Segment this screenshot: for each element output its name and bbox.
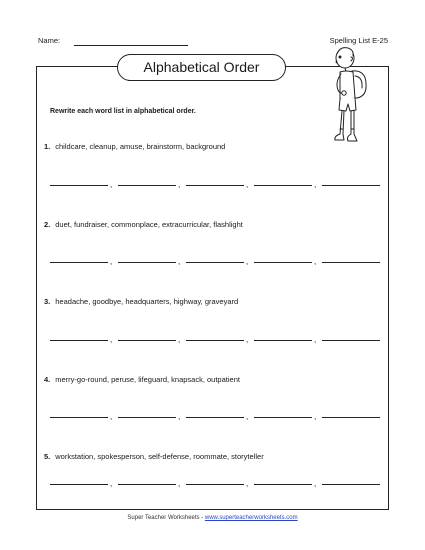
- answer-blank[interactable]: [50, 340, 108, 341]
- question-number: 3.: [44, 297, 51, 306]
- blank-separator: ,: [246, 479, 249, 488]
- answer-blank[interactable]: [186, 262, 244, 263]
- footer-text: Super Teacher Worksheets -: [127, 515, 205, 521]
- answer-blank[interactable]: [50, 262, 108, 263]
- answer-blank[interactable]: [186, 484, 244, 485]
- blank-separator: ,: [246, 257, 249, 266]
- question-number: 2.: [44, 220, 51, 229]
- answer-blank[interactable]: [254, 262, 312, 263]
- answer-blank[interactable]: [254, 185, 312, 186]
- blank-separator: ,: [178, 412, 181, 421]
- question-1: [44, 142, 225, 151]
- blank-separator: ,: [110, 412, 113, 421]
- blank-separator: ,: [314, 257, 317, 266]
- answer-blank[interactable]: [254, 417, 312, 418]
- answer-blank[interactable]: [322, 262, 380, 263]
- instructions-text: Rewrite each word list in alphabetical order.: [50, 108, 196, 115]
- answer-blank[interactable]: [322, 185, 380, 186]
- answer-blank[interactable]: [118, 185, 176, 186]
- word-list: workstation, spokesperson, self-defense, roommate, storyteller: [55, 452, 264, 461]
- answer-blank[interactable]: [322, 340, 380, 341]
- question-3: [44, 297, 238, 306]
- answer-blank[interactable]: [186, 185, 244, 186]
- name-label: Name:: [38, 36, 61, 45]
- page-title: Alphabetical Order: [117, 54, 286, 81]
- word-list: childcare, cleanup, amuse, brainstorm, background: [55, 142, 226, 151]
- page-footer: [0, 515, 425, 521]
- blank-separator: ,: [110, 257, 113, 266]
- question-number: 1.: [44, 142, 51, 151]
- blank-separator: ,: [246, 412, 249, 421]
- blank-separator: ,: [110, 479, 113, 488]
- answer-blank[interactable]: [118, 417, 176, 418]
- blank-separator: ,: [178, 335, 181, 344]
- answer-blank[interactable]: [50, 185, 108, 186]
- footer-link[interactable]: www.superteacherworksheets.com: [204, 515, 298, 521]
- answer-blank[interactable]: [254, 484, 312, 485]
- word-list: headache, goodbye, headquarters, highway, graveyard: [55, 297, 239, 306]
- blank-separator: ,: [178, 257, 181, 266]
- word-list: merry-go-round, peruse, lifeguard, knapsack, outpatient: [55, 375, 240, 384]
- answer-blank[interactable]: [118, 484, 176, 485]
- blank-separator: ,: [110, 335, 113, 344]
- blank-separator: ,: [314, 180, 317, 189]
- answer-blank[interactable]: [254, 340, 312, 341]
- answer-blank[interactable]: [186, 340, 244, 341]
- blank-separator: ,: [110, 180, 113, 189]
- blank-separator: ,: [178, 479, 181, 488]
- answer-row-1: [50, 176, 380, 189]
- spelling-list-id: Spelling List E-25: [329, 36, 388, 45]
- blank-separator: ,: [246, 335, 249, 344]
- answer-blank[interactable]: [322, 417, 380, 418]
- answer-blank[interactable]: [50, 484, 108, 485]
- answer-blank[interactable]: [118, 262, 176, 263]
- answer-blank[interactable]: [322, 484, 380, 485]
- answer-blank[interactable]: [186, 417, 244, 418]
- answer-blank[interactable]: [50, 417, 108, 418]
- answer-blank[interactable]: [118, 340, 176, 341]
- question-2: [44, 220, 243, 229]
- blank-separator: ,: [314, 335, 317, 344]
- blank-separator: ,: [178, 180, 181, 189]
- question-number: 5.: [44, 452, 51, 461]
- answer-row-3: [50, 331, 380, 344]
- answer-row-2: [50, 253, 380, 266]
- answer-row-5: [50, 475, 380, 488]
- name-field-line: [74, 45, 188, 46]
- question-4: [44, 375, 240, 384]
- question-5: [44, 452, 264, 461]
- question-number: 4.: [44, 375, 51, 384]
- word-list: duet, fundraiser, commonplace, extracurricular, flashlight: [55, 220, 243, 229]
- blank-separator: ,: [246, 180, 249, 189]
- answer-row-4: [50, 408, 380, 421]
- blank-separator: ,: [314, 412, 317, 421]
- blank-separator: ,: [314, 479, 317, 488]
- boy-with-backpack-icon: [326, 44, 374, 148]
